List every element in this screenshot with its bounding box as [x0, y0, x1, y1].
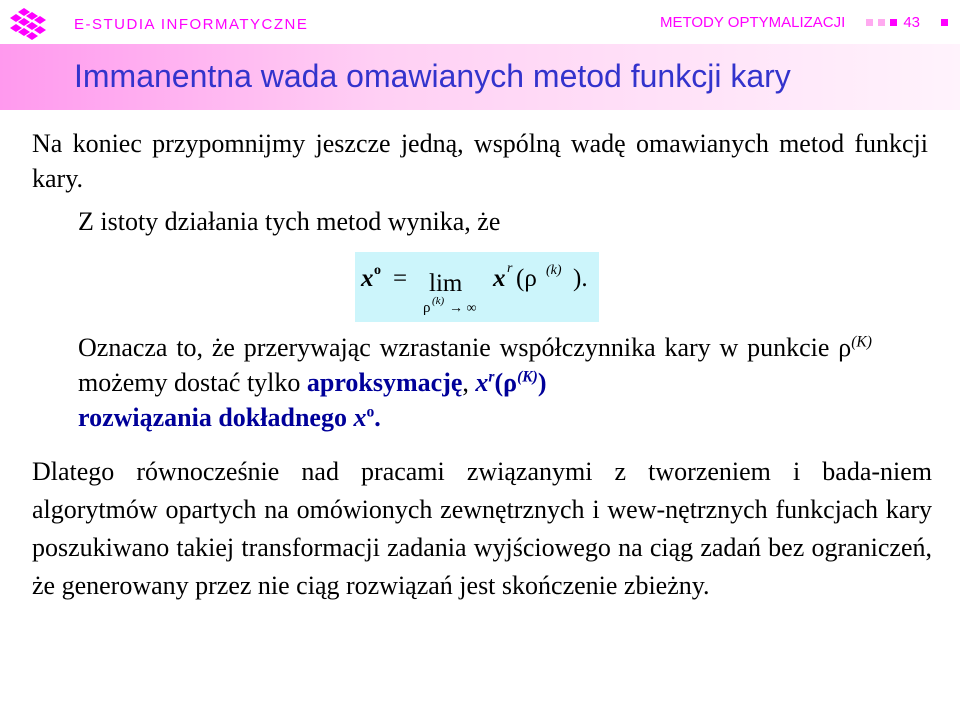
formula-equals: = [393, 265, 408, 292]
page-number: 43 [903, 14, 920, 31]
header-brand [8, 6, 308, 42]
text-part: możemy dostać tylko [78, 368, 307, 397]
brand-name: E-STUDIA INFORMATYCZNE [74, 15, 309, 33]
formula-lhs: x [361, 265, 374, 292]
paragraph-lead-in: Z istoty działania tych metod wynika, że [78, 207, 501, 236]
x-r-superscript: r [488, 368, 495, 386]
formula-lim: lim [429, 270, 463, 297]
formula-under: ρ [423, 300, 431, 316]
diamond-lattice-logo-icon [8, 6, 52, 42]
paragraph-intro: Na koniec przypomnijmy jeszcze jedną, wspólną wadę omawianych metod funkcji kary. [32, 129, 928, 193]
rho-superscript: (K) [851, 333, 872, 351]
formula-box [355, 252, 599, 322]
paragraph-approximation [78, 330, 872, 435]
square-icon [878, 19, 885, 26]
square-icon [866, 19, 873, 26]
square-icon [890, 19, 897, 26]
decorative-squares [861, 19, 897, 26]
formula-under-arrow: → ∞ [449, 301, 477, 316]
x-o-symbol: x [353, 403, 367, 432]
formula-rhs-sup: r [507, 261, 513, 276]
header-course-info [660, 14, 948, 31]
x-o-superscript: o [366, 403, 375, 421]
paren-open: (ρ [494, 368, 518, 397]
comma: , [462, 368, 476, 397]
paren-superscript: (K) [517, 368, 538, 386]
formula-under-sup: (k) [432, 295, 445, 307]
text-part: Oznacza to, że przerywając wzrastanie współczynnika kary w punkcie ρ [78, 333, 852, 362]
square-icon [941, 19, 948, 26]
decorative-squares-end [936, 19, 948, 26]
formula-rhs: x [493, 265, 506, 292]
limit-formula [355, 252, 599, 322]
paragraph-conclusion: Dlatego równocześnie nad pracami związanymi z tworzeniem i bada-niem algorytmów opartych na omówionych zewnętrznych i wew-nętrznych funkcjach kary poszukiwano takiej transformacji zadania wyjściowego na ciąg zadań bez ograniczeń, że generowany przez nie ciąg rozwiązań jest skończenie zbieżny. [32, 457, 932, 600]
highlight-approximation: aproksymację [306, 368, 463, 397]
course-name: METODY OPTYMALIZACJI [660, 14, 846, 31]
formula-rhs-close: ). [573, 265, 588, 292]
paren-close: ) [537, 368, 547, 397]
formula-rhs-arg: (ρ [516, 265, 537, 292]
x-r-symbol: x [475, 368, 489, 397]
period: . [374, 403, 381, 432]
highlight-exact-solution: rozwiązania dokładnego [78, 403, 354, 432]
formula-rhs-arg-sup: (k) [546, 263, 562, 278]
formula-lhs-sup: o [374, 263, 381, 278]
slide-title: Immanentna wada omawianych metod funkcji kary [74, 58, 791, 94]
